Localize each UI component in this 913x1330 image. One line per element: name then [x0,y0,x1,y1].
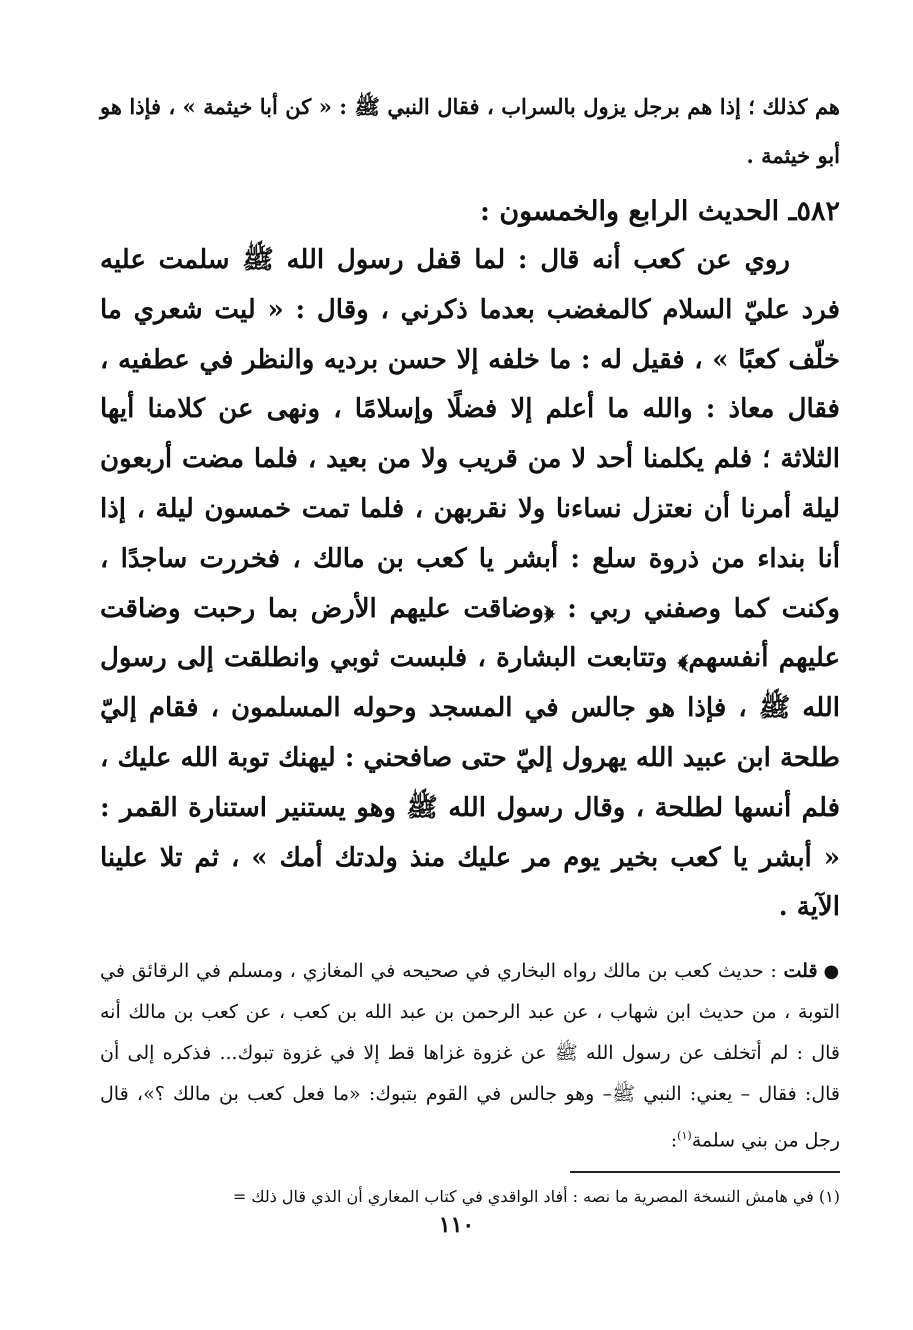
footnote-divider [570,1171,840,1173]
intro-paragraph [100,82,840,180]
commentary-label: قلت [783,960,818,983]
commentary-paragraph [100,951,840,1161]
commentary-end: : [670,1129,678,1152]
commentary-text: : حديث كعب بن مالك رواه البخاري في صحيحه في المغازي ، ومسلم في الرقائق في التوبة ، من حديث ابن شهاب ، عن عبد الرحمن بن عبد الله بن كعب ، عن كعب بن مالك أنه قال : لم أتخلف عن رسول الله ﷺ عن غزوة غزاها قط إلا في غزوة تبوك... فذكره إلى أن قال: فقال – يعني: النبي ﷺ– وهو جالس في القوم بتبوك: «ما فعل كعب بن مالك ؟»، قال رجل من بني سلمة [100,960,840,1152]
footnote-reference: (١) [677,1129,692,1143]
hadith-body: روي عن كعب أنه قال : لما قفل رسول الله ﷺ سلمت عليه فرد عليّ السلام كالمغضب بعدما ذكرني ، وقال : « ليت شعري ما خلّف كعبًا » ، فقيل له : ما خلفه إلا حسن برديه والنظر في عطفيه ، فقال معاذ : والله ما أعلم إلا فضلًا وإسلامًا ، ونهى عن كلامنا أيها الثلاثة ؛ فلم يكلمنا أحد لا من قريب ولا من بعيد ، فلما مضت أربعون ليلة أمرنا أن نعتزل نساءنا ولا نقربهن ، فلما تمت خمسون ليلة ، إذا أنا بنداء من ذروة سلع : أبشر يا كعب بن مالك ، فخررت ساجدًا ، وكنت كما وصفني ربي : ﴿وضاقت عليهم الأرض بما رحبت وضاقت عليهم أنفسهم﴾ وتتابعت البشارة ، فلبست ثوبي وانطلقت إلى رسول الله ﷺ ، فإذا هو جالس في المسجد وحوله المسلمون ، فقام إليّ طلحة ابن عبيد الله يهرول إليّ حتى صافحني : ليهنك توبة الله عليك ، فلم أنسها لطلحة ، وقال رسول الله ﷺ وهو يستنير استنارة القمر : « أبشر يا كعب بخير يوم مر عليك منذ ولدتك أمك » ، ثم تلا علينا الآية . [100,245,840,923]
page-number: ١١٠ [438,1212,475,1238]
bullet-icon: ● [823,961,840,983]
intro-text: هم كذلك ؛ إذا هم برجل يزول بالسراب ، فقال النبي ﷺ : « كن أبا خيثمة » ، فإذا هو أبو خيثمة . [100,94,840,168]
page-content [100,82,840,1211]
hadith-title: ٥٨٢ـ الحديث الرابع والخمسون : [479,196,840,227]
footnote: (١) في هامش النسخة المصرية ما نصه : أفاد الواقدي في كتاب المغاري أن الذي قال ذلك = [232,1187,840,1207]
